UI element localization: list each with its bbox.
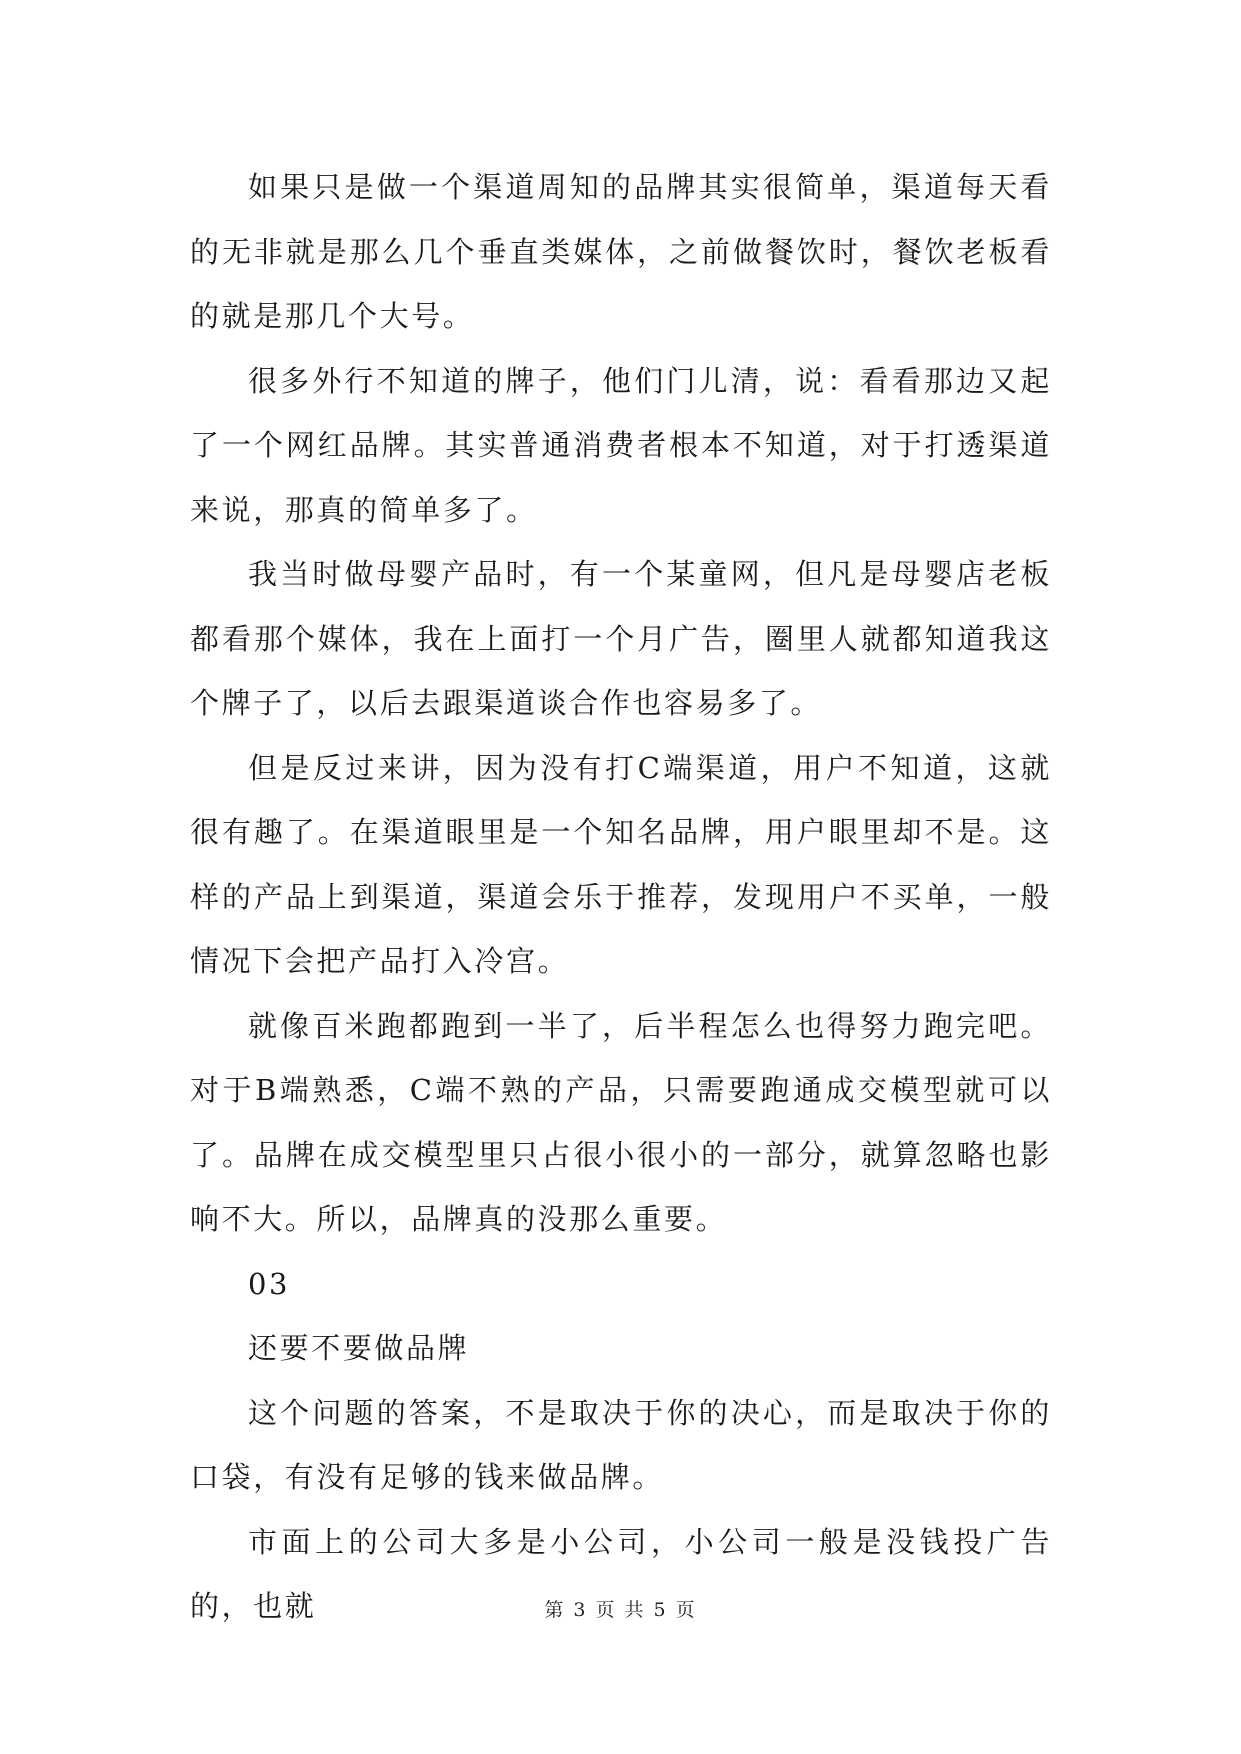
paragraph: 如果只是做一个渠道周知的品牌其实很简单，渠道每天看的无非就是那么几个垂直类媒体，之前做餐饮时，餐饮老板看的就是那几个大号。 [190,170,1052,333]
paragraph: 这个问题的答案，不是取决于你的决心，而是取决于你的口袋，有没有足够的钱来做品牌。 [190,1395,1052,1494]
section-heading: 还要不要做品牌 [248,1331,470,1365]
paragraph: 就像百米跑都跑到一半了，后半程怎么也得努力跑完吧。对于B端熟悉，C端不熟的产品，只需要跑通成交模型就可以了。品牌在成交模型里只占很小很小的一部分，就算忽略也影响不大。所以，品牌真的没那么重要。 [190,1008,1052,1236]
document-body [190,155,1052,1639]
paragraph: 很多外行不知道的牌子，他们门儿清，说：看看那边又起了一个网红品牌。其实普通消费者根本不知道，对于打透渠道来说，那真的简单多了。 [190,363,1052,527]
paragraph: 但是反过来讲，因为没有打C端渠道，用户不知道，这就很有趣了。在渠道眼里是一个知名品牌，用户眼里却不是。这样的产品上到渠道，渠道会乐于推荐，发现用户不买单，一般情况下会把产品打入冷宫。 [190,750,1052,978]
paragraph: 市面上的公司大多是小公司，小公司一般是没钱投广告的，也就 [190,1524,1052,1623]
page-footer: 第 3 页 共 5 页 [544,1599,697,1621]
section-number: 03 [248,1266,291,1301]
paragraph: 我当时做母婴产品时，有一个某童网，但凡是母婴店老板都看那个媒体，我在上面打一个月广告，圈里人就都知道我这个牌子了，以后去跟渠道谈合作也容易多了。 [190,557,1052,720]
